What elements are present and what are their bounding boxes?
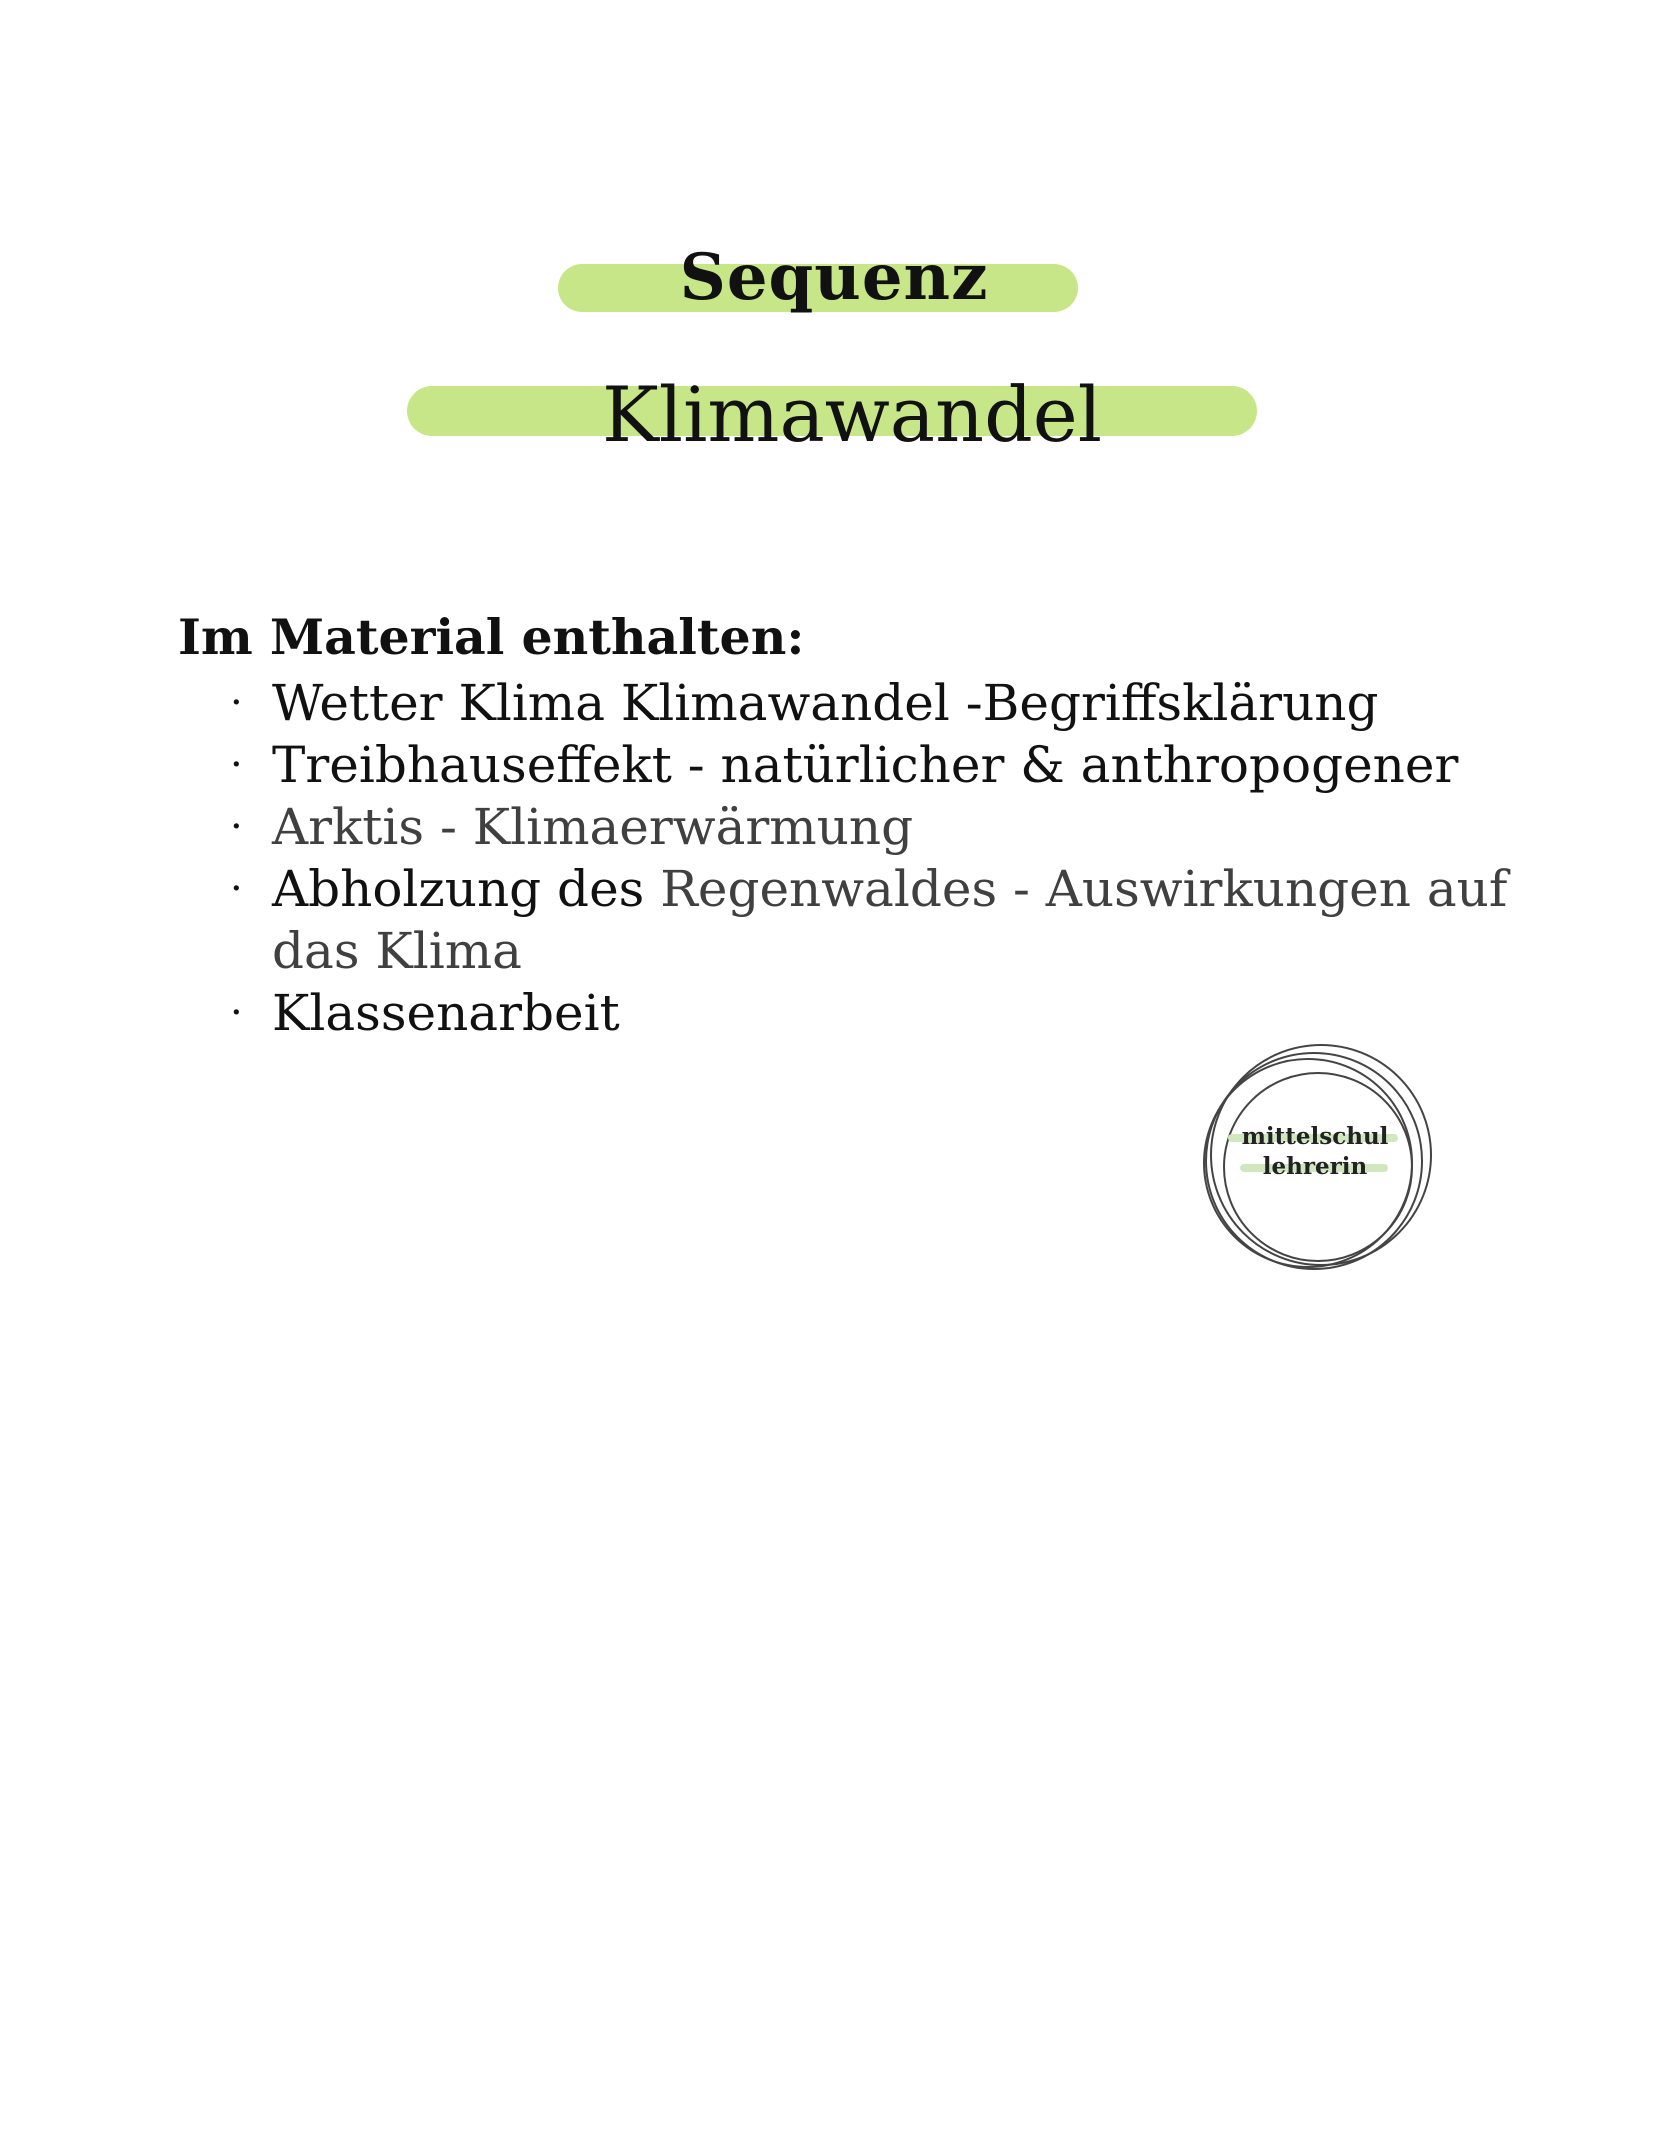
material-list — [220, 672, 1560, 1044]
brand-logo — [1190, 1035, 1440, 1285]
list-item-label-part-1: Abholzung des — [272, 860, 661, 918]
list-item — [220, 796, 1560, 858]
list-item — [220, 734, 1560, 796]
list-item-label-part-2: Regenwaldes - Auswirkungen auf das Klima — [272, 860, 1508, 980]
logo-text-line-1: mittelschul — [1241, 1123, 1389, 1150]
material-heading: Im Material enthalten: — [178, 608, 805, 666]
list-item — [220, 672, 1560, 734]
logo-text-line-2: lehrerin — [1262, 1153, 1368, 1180]
list-item — [220, 858, 1560, 982]
list-item-label: Treibhauseffekt - natürlicher & anthropogener — [272, 736, 1459, 794]
list-item-label: Klassenarbeit — [272, 984, 620, 1042]
bullet-icon: · — [230, 804, 243, 850]
bullet-icon: · — [230, 680, 243, 726]
bullet-icon: · — [230, 990, 243, 1036]
bullet-icon: · — [230, 742, 243, 788]
list-item-label: Arktis - Klimaerwärmung — [272, 798, 914, 856]
page-title: Klimawandel — [601, 370, 1102, 459]
page-kicker: Sequenz — [679, 240, 989, 315]
list-item-label: Wetter Klima Klimawandel -Begriffsklärung — [272, 674, 1379, 732]
bullet-icon: · — [230, 866, 243, 912]
